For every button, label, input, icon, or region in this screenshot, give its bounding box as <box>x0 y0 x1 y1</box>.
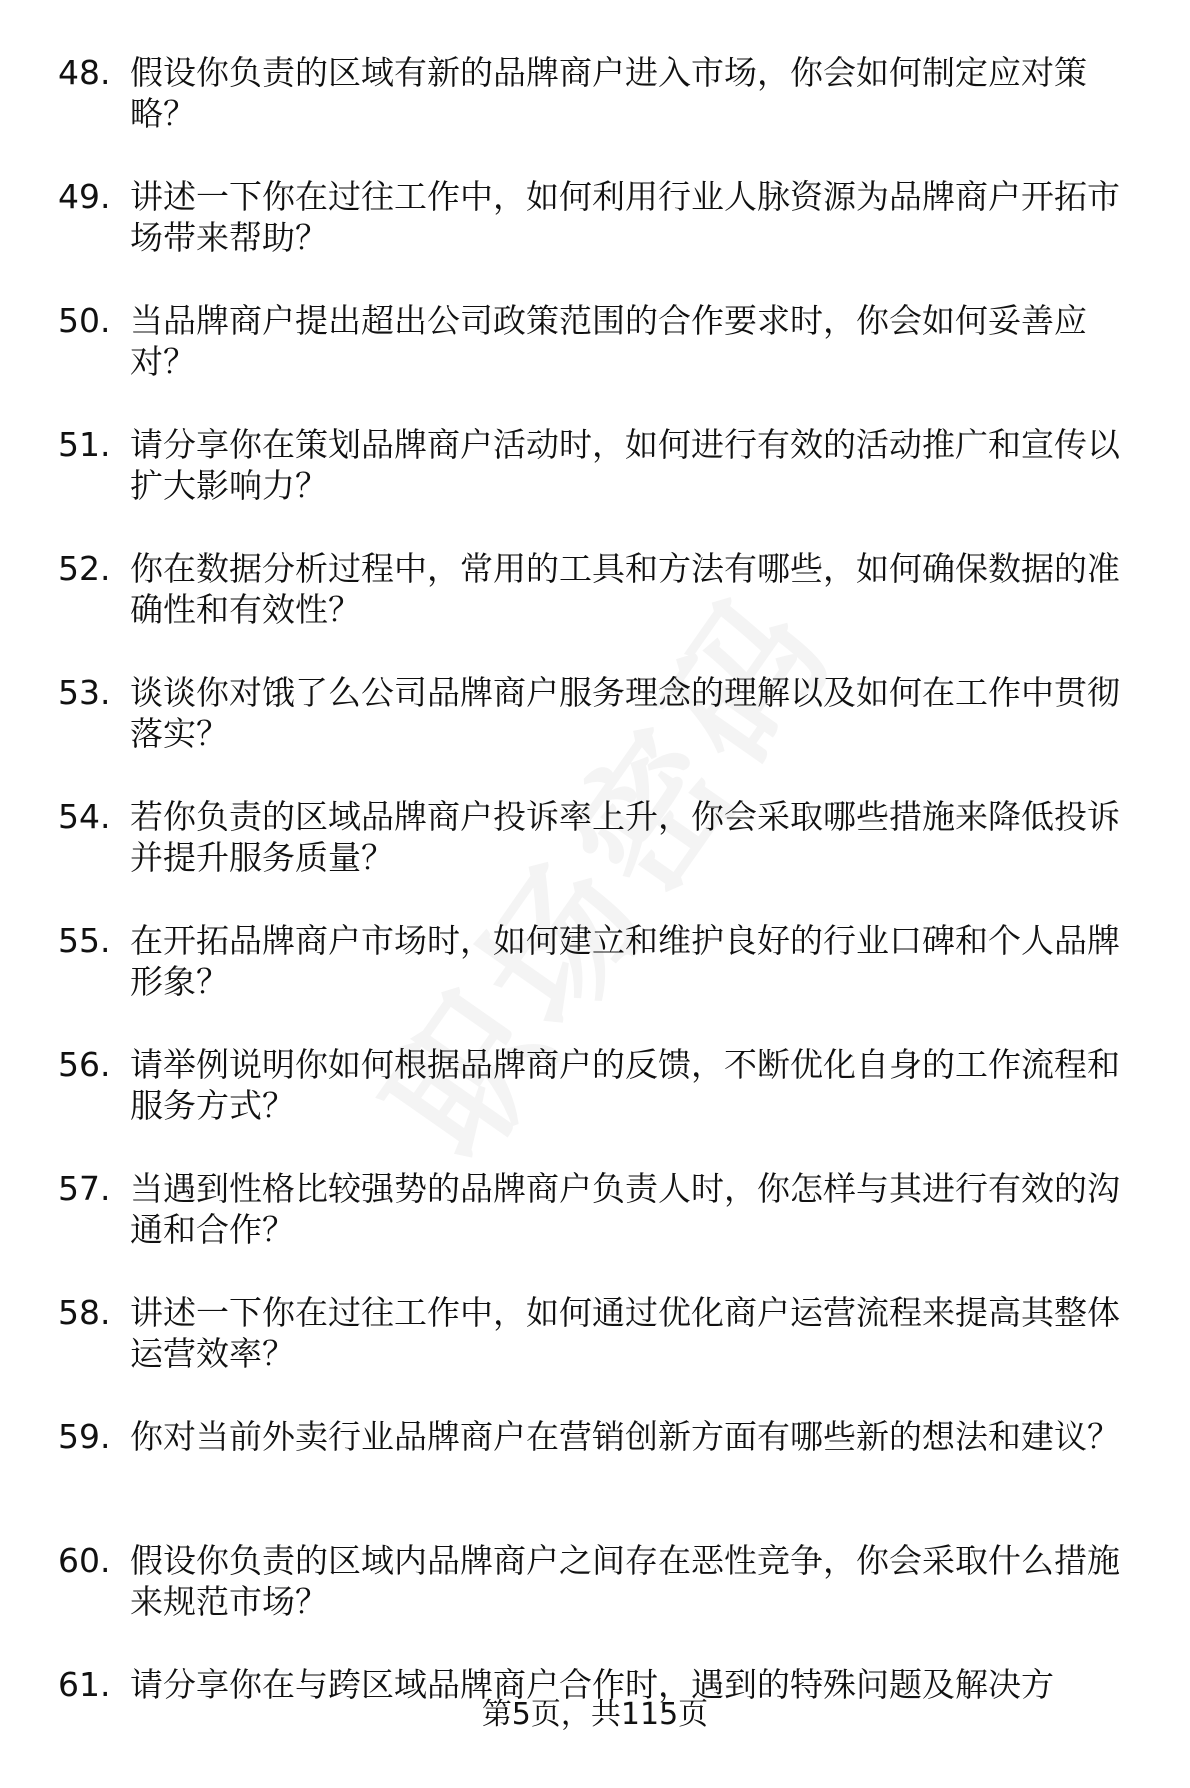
question-number: 48. <box>58 53 111 92</box>
question-text: 假设你负责的区域有新的品牌商户进入市场，你会如何制定应对策略？ <box>130 53 1087 133</box>
question-item <box>58 424 1148 548</box>
question-number: 49. <box>58 177 111 216</box>
question-item <box>58 300 1148 424</box>
question-number: 55. <box>58 921 111 960</box>
question-text: 你在数据分析过程中，常用的工具和方法有哪些，如何确保数据的准确性和有效性？ <box>130 549 1120 629</box>
question-number: 61. <box>58 1665 111 1704</box>
question-item <box>58 1540 1148 1664</box>
question-text: 若你负责的区域品牌商户投诉率上升，你会采取哪些措施来降低投诉并提升服务质量？ <box>130 797 1120 877</box>
question-text: 在开拓品牌商户市场时，如何建立和维护良好的行业口碑和个人品牌形象？ <box>130 921 1120 1001</box>
question-number: 60. <box>58 1541 111 1580</box>
question-number: 57. <box>58 1169 111 1208</box>
question-text: 你对当前外卖行业品牌商户在营销创新方面有哪些新的想法和建议？ <box>130 1417 1120 1456</box>
question-item <box>58 548 1148 672</box>
question-number: 53. <box>58 673 111 712</box>
question-item <box>58 796 1148 920</box>
question-number: 54. <box>58 797 111 836</box>
question-item <box>58 1044 1148 1168</box>
question-text: 请分享你在策划品牌商户活动时，如何进行有效的活动推广和宣传以扩大影响力？ <box>130 425 1120 505</box>
question-item <box>58 1292 1148 1416</box>
question-number: 51. <box>58 425 111 464</box>
question-text: 当品牌商户提出超出公司政策范围的合作要求时，你会如何妥善应对？ <box>130 301 1087 381</box>
question-number: 58. <box>58 1293 111 1332</box>
question-item <box>58 176 1148 300</box>
question-text: 假设你负责的区域内品牌商户之间存在恶性竞争，你会采取什么措施来规范市场？ <box>130 1541 1120 1621</box>
question-text: 讲述一下你在过往工作中，如何利用行业人脉资源为品牌商户开拓市场带来帮助？ <box>130 177 1120 257</box>
question-number: 59. <box>58 1417 111 1456</box>
question-text: 请分享你在与跨区域品牌商户合作时，遇到的特殊问题及解决方 <box>130 1665 1054 1704</box>
question-text: 请举例说明你如何根据品牌商户的反馈，不断优化自身的工作流程和服务方式？ <box>130 1045 1120 1125</box>
question-text: 当遇到性格比较强势的品牌商户负责人时，你怎样与其进行有效的沟通和合作？ <box>130 1169 1120 1249</box>
question-text: 讲述一下你在过往工作中，如何通过优化商户运营流程来提高其整体运营效率？ <box>130 1293 1120 1373</box>
question-number: 52. <box>58 549 111 588</box>
question-text: 谈谈你对饿了么公司品牌商户服务理念的理解以及如何在工作中贯彻落实？ <box>130 673 1120 753</box>
page-number-footer: 第5页，共115页 <box>481 1697 709 1732</box>
question-item <box>58 1416 1148 1540</box>
question-item <box>58 1168 1148 1292</box>
question-number: 50. <box>58 301 111 340</box>
question-item <box>58 52 1148 176</box>
question-item <box>58 920 1148 1044</box>
question-list <box>58 52 1148 1788</box>
question-number: 56. <box>58 1045 111 1084</box>
question-item <box>58 672 1148 796</box>
